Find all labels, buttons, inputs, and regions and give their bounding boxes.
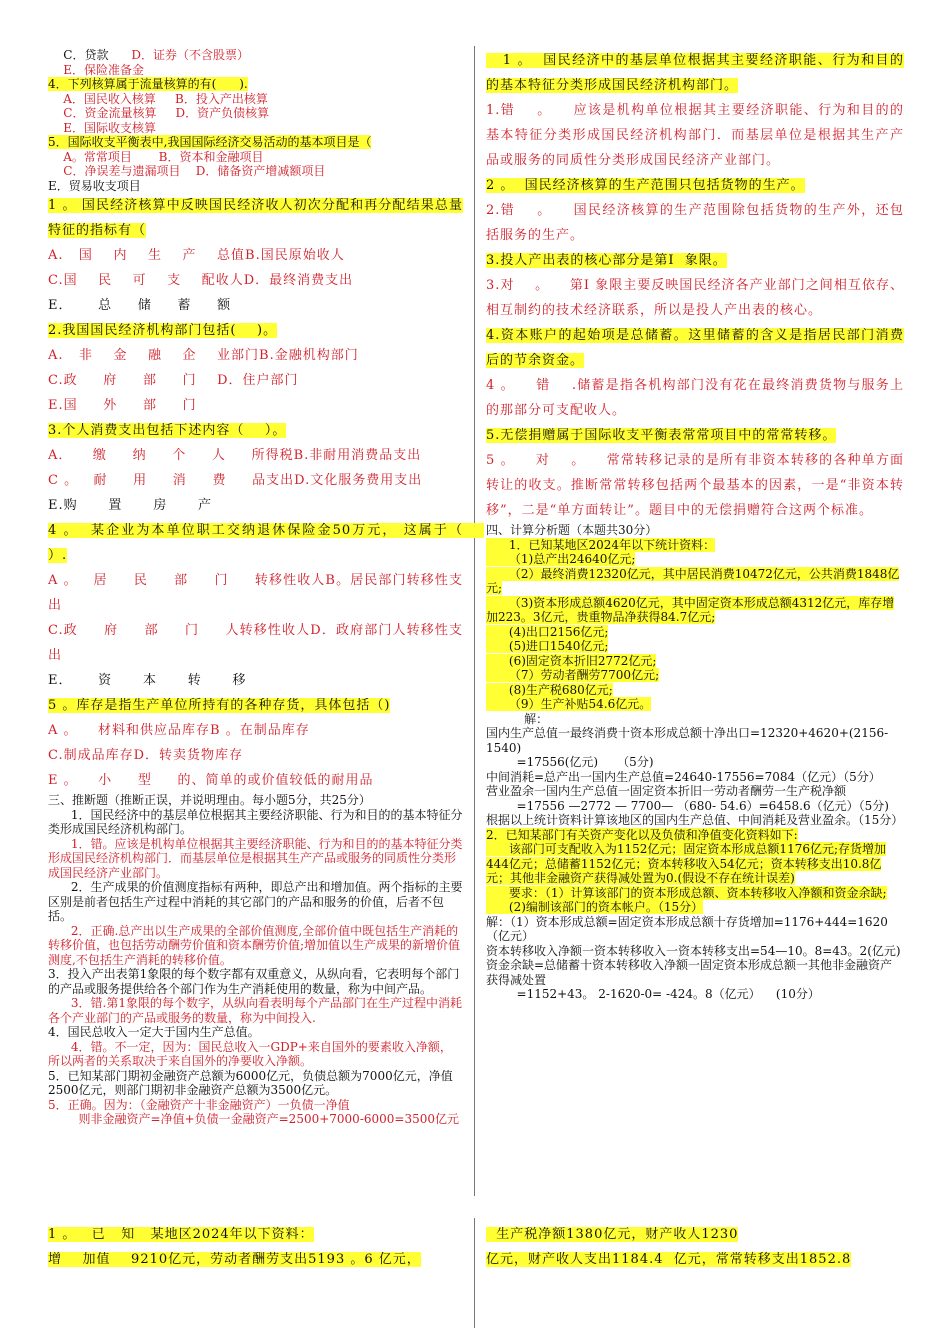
right-line-21 xyxy=(486,712,904,727)
left-line-29 xyxy=(48,743,463,768)
right-text-17: (6)固定资本折旧2772亿元; xyxy=(486,653,657,668)
right-line-11 xyxy=(486,538,904,553)
right-text-4: 3.投人产出表的核心部分是第I 象限。 xyxy=(486,253,727,268)
right-text-24: 中间消耗=总产出一国内生产总值=24640-17556=7084（亿元）（5分） xyxy=(486,769,881,784)
left-text-5: C．资金流量核算 D．资产负债核算 xyxy=(48,106,270,120)
right-line-1 xyxy=(486,98,904,173)
left-text-13: C.国 民 可 支 配收人D．最终消费支出 xyxy=(48,273,354,288)
right-line-0 xyxy=(486,48,904,98)
right-line-18 xyxy=(486,668,904,683)
left-line-40 xyxy=(48,1069,463,1098)
right-line-13 xyxy=(486,567,904,596)
bottom_right-line-1 xyxy=(486,1247,904,1272)
right-text-1: 1.错 。 应该是机构单位根据其主要经济职能、行为和目的的基本特征分类形成国民经济机构部门．而基层单位是根据其生产产品或服务的同质性分类形成国民经济产业部门。 xyxy=(486,103,904,168)
right-line-5 xyxy=(486,273,904,323)
left-text-38: 4．国民总收入一定大于国内生产总值。 xyxy=(48,1025,260,1039)
left-line-39 xyxy=(48,1040,463,1069)
left-line-8 xyxy=(48,150,463,165)
left-text-34: 2．生产成果的价值测度指标有两种，即总产出和增加值。两个指标的主要区别是前者包括生产过程中消耗的其它部门的产品和服务的价值，后者不包括。 xyxy=(48,880,463,923)
bottom_left-line-0 xyxy=(48,1222,463,1247)
left-text-41: 5．正确。因为：（金融资产十非金融资产）一负债一净值 xyxy=(48,1097,350,1112)
left-line-0 xyxy=(48,48,463,63)
left-text-36: 3．投入产出表第1象限的每个数字都有双重意义，从纵向看，它表明每个部门的产品或服务提供给各个部门作为生产消耗使用的数量，称为中间产品。 xyxy=(48,967,460,996)
right-text-7: 4 。 错 .储蓄是指各机构部门没有花在最终消费货物与服务上的那部分可支配收人。 xyxy=(486,378,904,418)
column-divider-lower xyxy=(474,1218,475,1328)
left-text-15: 2.我国国民经济机构部门包括( )。 xyxy=(48,323,278,338)
left-line-13 xyxy=(48,268,463,293)
left-line-23 xyxy=(48,518,484,568)
right-line-10 xyxy=(486,523,904,538)
left-line-41 xyxy=(48,1098,463,1113)
left-text-17: C.政 府 部 门 D．住户部门 xyxy=(48,373,299,388)
left-text-8: A。常常项目 B．资本和金融项目 xyxy=(48,149,264,164)
left-line-12 xyxy=(48,243,463,268)
left-text-35: 2．正确.总产出以生产成果的全部价值测度,全部价值中既包括生产消耗的转移价值，也包括劳动酬劳价值和资本酬劳价值;增加值以生产成果的新增价值测度,不包括生产消耗的转移价值。 xyxy=(48,923,461,967)
left-text-20: A． 缴 纳 个 人 所得税B.非耐用消费品支出 xyxy=(48,448,422,463)
right-line-20 xyxy=(486,697,904,712)
right-line-25 xyxy=(486,784,904,799)
right-line-34 xyxy=(486,958,904,987)
bottom_right-text-1: 亿元，财产收人支出1184.4 亿元，常常转移支出1852.8 xyxy=(486,1252,852,1267)
left-text-37: 3．错.第1象限的每个数字，从纵向看表明每个产品部门在生产过程中消耗各个产业部门的产品或服务的数量，称为中间投入. xyxy=(48,996,462,1025)
left-line-30 xyxy=(48,768,463,793)
bottom-left-block xyxy=(48,1222,463,1272)
right-line-12 xyxy=(486,552,904,567)
left-text-10: E．贸易收支项目 xyxy=(48,178,141,193)
left-text-1: D．证券（不含股票） xyxy=(131,48,249,62)
left-line-10 xyxy=(48,179,463,194)
left-text-29: C.制成品库存D．转卖货物库存 xyxy=(48,748,244,763)
right-text-35: =1152+43。 2-1620-0= -424。8（亿元） (10分） xyxy=(486,987,820,1001)
left-line-32 xyxy=(48,808,463,837)
left-text-27: 5 。库存是指生产单位所持有的各种存货，具体包括（) xyxy=(48,698,391,713)
right-text-23: =17556(亿元) （5分) xyxy=(486,755,654,769)
left-column xyxy=(48,48,484,1127)
left-line-6 xyxy=(48,121,463,136)
right-text-6: 4.资本账户的起始项是总储蓄。这里储蓄的含义是指居民部门消费后的节余资金。 xyxy=(486,328,904,368)
left-line-38 xyxy=(48,1025,463,1040)
right-text-3: 2.错 。 国民经济核算的生产范围除包括货物的生产外，还包括服务的生产。 xyxy=(486,203,904,243)
right-line-2 xyxy=(486,173,904,198)
right-text-29: 该部门可支配收入为1152亿元；固定资本形成总额1176亿元;存货增加444亿元；总储蓄1152亿元；资本转移收入54亿元；资本转移支出10.8亿元；其他非金融资产获得减处置为0.(假设不存在统计误差) xyxy=(486,842,887,885)
left-line-22 xyxy=(48,493,463,518)
left-text-24: A 。 居 民 部 门 转移性收人B。居民部门转移性支出 xyxy=(48,573,463,613)
right-text-26: =17556 —2772 — 7700— （680- 54.6）=6458.6（亿元）（5分) xyxy=(486,798,889,813)
left-text-40: 5．已知某部门期初金融资产总额为6000亿元，负债总额为7000亿元，净值2500亿元，则部门期初非金融资产总额为3500亿元。 xyxy=(48,1068,453,1097)
left-text-26: E． 资 本 转 移 xyxy=(48,673,247,688)
right-line-6 xyxy=(486,323,904,373)
right-line-33 xyxy=(486,944,904,959)
right-line-16 xyxy=(486,639,904,654)
left-line-24 xyxy=(48,568,463,618)
left-text-28: A 。 材料和供应品库存B 。在制品库存 xyxy=(48,723,310,738)
right-text-0: 1 。 国民经济中的基层单位根据其主要经济职能、行为和目的的基本特征分类形成国民经济机构部门。 xyxy=(486,53,904,93)
right-text-33: 资本转移收入净额一资本转移收入一资本转移支出=54—10。8=43。2(亿元) xyxy=(486,943,901,958)
right-text-27: 根据以上统计资料计算该地区的国内生产总值、中间消耗及营业盈余。（15分） xyxy=(486,813,904,827)
left-line-5 xyxy=(48,106,463,121)
left-line-31 xyxy=(48,793,463,808)
right-text-8: 5.无偿捐赠属于国际收支平衡表常常项目中的常常转移。 xyxy=(486,428,837,443)
left-line-4 xyxy=(48,92,463,107)
left-line-11 xyxy=(48,193,463,243)
left-line-34 xyxy=(48,880,463,924)
right-line-7 xyxy=(486,373,904,423)
left-line-25 xyxy=(48,618,463,668)
right-line-32 xyxy=(486,915,904,944)
left-line-9 xyxy=(48,164,463,179)
right-column xyxy=(486,48,904,1002)
right-text-20: （9）生产补贴54.6亿元。 xyxy=(486,697,652,711)
left-text-30: E 。 小 型 的、简单的或价值较低的耐用品 xyxy=(48,773,374,788)
right-text-12: （1)总产出24640亿元; xyxy=(486,552,636,566)
right-text-2: 2 。 国民经济核算的生产范围只包括货物的生产。 xyxy=(486,178,805,193)
right-line-9 xyxy=(486,448,904,523)
right-text-13: （2）最终消费12320亿元，其中居民消费10472亿元，公共消费1848亿元; xyxy=(486,566,900,595)
left-text-4: A．国民收入核算 B．投入产出核算 xyxy=(48,91,268,106)
right-text-25: 营业盈余一国内生产总值一固定资本折旧一劳动者酬劳一生产税净额 xyxy=(486,784,847,798)
right-text-22: 国内生产总值一最终消费十资本形成总额十净出口=12320+4620+(2156-1540) xyxy=(486,726,889,755)
left-text-9: C．净误差与遗漏项目 D．储备资产增减额项目 xyxy=(48,164,326,178)
left-line-19 xyxy=(48,418,463,443)
left-line-16 xyxy=(48,343,463,368)
column-divider xyxy=(474,46,475,1196)
right-line-29 xyxy=(486,842,904,886)
left-line-21 xyxy=(48,468,463,493)
right-text-10: 四、计算分析题（本题共30分） xyxy=(486,523,658,537)
left-text-12: A. 国 内 生 产 总值B.国民原始收人 xyxy=(48,248,345,263)
right-line-3 xyxy=(486,198,904,248)
right-line-17 xyxy=(486,654,904,669)
left-text-25: C.政 府 部 门 人转移性收人D．政府部门人转移性支出 xyxy=(48,623,463,663)
left-text-14: E． 总 储 蓄 额 xyxy=(48,298,232,313)
left-text-18: E.国 外 部 门 xyxy=(48,398,197,413)
left-text-21: C 。 耐 用 消 费 品支出D.文化服务费用支出 xyxy=(48,473,423,488)
left-text-16: A. 非 金 融 企 业部门B.金融机构部门 xyxy=(48,348,359,363)
right-line-4 xyxy=(486,248,904,273)
left-text-19: 3.个人消费支出包括下述内容（ ）。 xyxy=(48,423,287,438)
left-text-39: 4．错。不一定，因为：国民总收入一GDP+来自国外的要素收入净额，所以两者的关系取决于来自国外的净要收入净额。 xyxy=(48,1039,452,1068)
left-text-7: 5．国际收支平衡表中,我国国际经济交易活动的基本项目是（ xyxy=(48,135,372,149)
right-text-28: 2．已知某部门有关资产变化以及负债和净值变化资料如下: xyxy=(486,827,798,842)
left-text-31: 三、推断题（推断正误，并说明理由。每小题5分，共25分） xyxy=(48,793,371,807)
left-line-14 xyxy=(48,293,463,318)
right-text-34: 资金余缺=总储蓄十资本转移收入净额一固定资本形成总额一其他非金融资产获得减处置 xyxy=(486,958,893,987)
left-line-27 xyxy=(48,693,463,718)
left-line-37 xyxy=(48,996,463,1025)
right-line-35 xyxy=(486,987,904,1002)
left-line-20 xyxy=(48,443,463,468)
left-text-11: 1 。 国民经济核算中反映国民经济收人初次分配和再分配结果总量特征的指标有（ xyxy=(48,198,463,238)
right-text-30: 要求：（1）计算该部门的资本形成总额、资本转移收入净额和资金余缺; xyxy=(486,885,887,900)
left-line-42 xyxy=(48,1112,463,1127)
right-text-21: 解： xyxy=(486,711,549,726)
left-line-15 xyxy=(48,318,463,343)
right-line-26 xyxy=(486,799,904,814)
right-text-18: （7）劳动者酬劳7700亿元; xyxy=(486,668,660,682)
left-text-0: C．贷款 xyxy=(48,48,132,62)
right-line-22 xyxy=(486,726,904,755)
left-text-42: 则非金融资产=净值+负债一金融资产=2500+7000-6000=3500亿元 xyxy=(48,1112,460,1126)
bottom_right-line-0 xyxy=(486,1222,904,1247)
left-line-36 xyxy=(48,967,463,996)
left-line-18 xyxy=(48,393,463,418)
right-line-8 xyxy=(486,423,904,448)
bottom_left-text-0: 1 。 已 知 某地区2024年以下资料： xyxy=(48,1227,314,1242)
right-line-23 xyxy=(486,755,904,770)
left-line-26 xyxy=(48,668,463,693)
right-text-9: 5 。 对 。 常常转移记录的是所有非资本转移的各种单方面转让的收支。推断常常转移包括两个最基本的因素，一是“非资本转移”，二是“单方面转让”。题目中的无偿捐赠符合这两个标准。 xyxy=(486,453,904,518)
right-line-24 xyxy=(486,770,904,785)
right-text-11: 1．已知某地区2024年以下统计资料： xyxy=(486,537,716,552)
right-text-15: (4)出口2156亿元; xyxy=(486,624,609,639)
left-text-3: 4．下列核算属于流量核算的有( ). xyxy=(48,77,248,91)
right-text-16: (5)进口1540亿元; xyxy=(486,639,609,653)
left-text-2: E．保险准备金 xyxy=(48,62,145,77)
right-line-19 xyxy=(486,683,904,698)
left-line-33 xyxy=(48,837,463,881)
left-line-7 xyxy=(48,135,463,150)
left-text-33: 1．错。应该是机构单位根据其主要经济职能、行为和目的的基本特征分类形成国民经济机构部门．而基层单位是根据其生产产品或服务的同质性分类形成国民经济产业部门。 xyxy=(48,836,463,880)
right-line-30 xyxy=(486,886,904,901)
bottom-right-block xyxy=(486,1222,904,1272)
left-line-2 xyxy=(48,63,463,78)
right-line-15 xyxy=(486,625,904,640)
left-line-17 xyxy=(48,368,463,393)
bottom_right-text-0: 生产税净额1380亿元，财产收人1230 xyxy=(486,1227,739,1242)
right-line-31 xyxy=(486,900,904,915)
right-text-32: 解：（1）资本形成总额=固定资本形成总额十存货增加=1176+444=1620（亿元） xyxy=(486,914,888,943)
left-line-3 xyxy=(48,77,463,92)
right-line-27 xyxy=(486,813,904,828)
right-text-19: (8)生产税680亿元; xyxy=(486,682,613,697)
right-line-28 xyxy=(486,828,904,843)
left-line-35 xyxy=(48,924,463,968)
right-text-5: 3.对 。 第I 象限主要反映国民经济各产业部门之间相互依存、相互制约的技术经济联系，所以是投人产出表的核心。 xyxy=(486,278,904,318)
left-text-6: E．国际收支核算 xyxy=(48,120,157,135)
right-line-14 xyxy=(486,596,904,625)
left-text-23: 4 。 某企业为本单位职工交纳退休保险金50万元， 这属于（ ）. xyxy=(48,523,484,563)
bottom_left-text-1: 增 加值 9210亿元，劳动者酬劳支出5193 。6 亿元， xyxy=(48,1252,421,1267)
right-text-31: (2)编制该部门的资本帐户。（15分） xyxy=(486,900,704,914)
bottom_left-line-1 xyxy=(48,1247,463,1272)
left-text-32: 1．国民经济中的基层单位根据其主要经济职能、行为和目的的基本特征分类形成国民经济机构部门。 xyxy=(48,807,463,836)
right-text-14: （3)资本形成总额4620亿元，其中固定资本形成总额4312亿元，库存增加223。3亿元，贵重物品净获得84.7亿元; xyxy=(486,595,895,624)
left-line-28 xyxy=(48,718,463,743)
left-text-22: E.购 置 房 产 xyxy=(48,498,213,513)
